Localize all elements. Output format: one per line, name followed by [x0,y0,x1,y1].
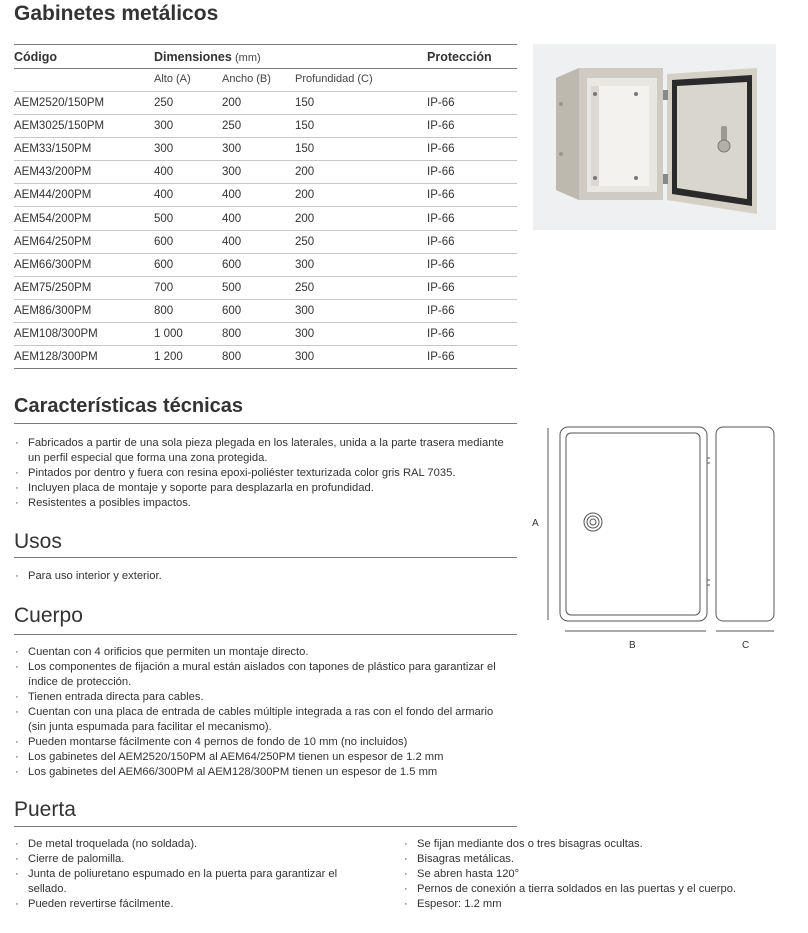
cell-width: 250 [222,120,242,132]
row-divider [14,183,517,184]
cell-width: 400 [222,213,242,225]
cell-depth: 200 [295,166,315,178]
cell-protection: IP-66 [427,259,455,271]
cell-width: 300 [222,166,242,178]
cell-depth: 200 [295,213,315,225]
side-view [716,427,774,621]
cell-depth: 200 [295,189,315,201]
row-divider [14,114,517,115]
cabinet-photo [533,44,776,230]
cell-height: 600 [154,259,174,271]
puerta-rule [14,826,517,827]
table-subheader-rule [14,91,517,92]
cell-width: 300 [222,143,242,155]
section-title-caracteristicas: Características técnicas [14,395,244,417]
cell-width: 400 [222,236,242,248]
header-dimensions [154,50,261,64]
cell-height: 500 [154,213,174,225]
cell-protection: IP-66 [427,305,455,317]
section-title-usos: Usos [14,530,62,553]
list-item: · Espesor: 1.2 mm [403,897,793,912]
list-item: · Pernos de conexión a tierra soldados en las puertas y el cuerpo. [403,882,793,897]
cell-depth: 150 [295,120,315,132]
cell-depth: 150 [295,143,315,155]
cell-depth: 300 [295,305,315,317]
cell-height: 1 200 [154,351,183,363]
cell-depth: 300 [295,351,315,363]
cuerpo-rule [14,634,517,635]
cell-code: AEM44/200PM [14,189,92,201]
row-divider [14,368,517,369]
puerta-list-left [14,837,364,912]
label-c: C [742,640,750,651]
cell-depth: 150 [295,97,315,109]
header-code: Código [14,50,58,64]
cell-height: 700 [154,282,174,294]
cell-width: 800 [222,351,242,363]
cell-height: 600 [154,236,174,248]
row-divider [14,253,517,254]
section-title-cuerpo: Cuerpo [14,604,83,627]
cell-depth: 300 [295,259,315,271]
cell-protection: IP-66 [427,351,455,363]
row-divider [14,276,517,277]
list-item: · Pueden montarse fácilmente con 4 pernos de fondo de 10 mm (no incluidos) [14,735,514,750]
usos-rule [14,557,517,558]
cell-code: AEM2520/150PM [14,97,105,109]
cell-height: 1 000 [154,328,183,340]
cell-protection: IP-66 [427,189,455,201]
page-title: Gabinetes metálicos [14,2,219,25]
list-item: · Cuentan con 4 orificios que permiten un montaje directo. [14,645,514,660]
cell-protection: IP-66 [427,328,455,340]
section-title-puerta: Puerta [14,798,76,821]
cell-height: 300 [154,143,174,155]
row-divider [14,345,517,346]
list-item: · Incluyen placa de montaje y soporte para desplazarla en profundidad. [14,481,514,496]
cell-protection: IP-66 [427,282,455,294]
list-item: · De metal troquelada (no soldada). [14,837,364,852]
row-divider [14,206,517,207]
cell-width: 200 [222,97,242,109]
list-item: · Los componentes de fijación a mural están aislados con tapones de plástico para garantizar el índice de protección. [14,660,514,690]
cell-protection: IP-66 [427,97,455,109]
cell-code: AEM75/250PM [14,282,92,294]
cell-width: 400 [222,189,242,201]
table-header-rule [14,68,517,69]
cell-code: AEM33/150PM [14,143,92,155]
list-item: · Fabricados a partir de una sola pieza plegada en los laterales, unida a la parte trasera mediante un perfil especial que forma una zona protegida. [14,436,514,466]
cell-width: 800 [222,328,242,340]
cell-depth: 300 [295,328,315,340]
header-dimensions-unit: (mm) [235,52,261,64]
list-item: · Los gabinetes del AEM66/300PM al AEM128/300PM tienen un espesor de 1.5 mm [14,765,514,780]
puerta-list-right [403,837,793,912]
list-item: · Pintados por dentro y fuera con resina epoxi-poliéster texturizada color gris RAL 7035. [14,466,514,481]
cell-width: 500 [222,282,242,294]
cell-code: AEM43/200PM [14,166,92,178]
cell-protection: IP-66 [427,236,455,248]
list-item: · Resistentes a posibles impactos. [14,496,514,511]
cell-code: AEM86/300PM [14,305,92,317]
row-divider [14,160,517,161]
list-item: · Cierre de palomilla. [14,852,364,867]
cell-height: 300 [154,120,174,132]
list-item: · Bisagras metálicas. [403,852,793,867]
cell-protection: IP-66 [427,120,455,132]
list-item: · Tienen entrada directa para cables. [14,690,514,705]
list-item: · Los gabinetes del AEM2520/150PM al AEM64/250PM tienen un espesor de 1.2 mm [14,750,514,765]
table-top-rule [14,44,517,45]
list-item: · Junta de poliuretano espumado en la puerta para garantizar el sellado. [14,867,364,897]
cell-height: 250 [154,97,174,109]
cell-code: AEM3025/150PM [14,120,105,132]
label-b: B [629,640,636,651]
row-divider [14,322,517,323]
header-protection: Protección [427,50,492,64]
front-view-inner [566,433,700,615]
cell-code: AEM64/250PM [14,236,92,248]
cell-protection: IP-66 [427,143,455,155]
cell-code: AEM66/300PM [14,259,92,271]
dimension-diagram [528,420,788,655]
usos-list [14,569,514,584]
label-a: A [532,518,539,529]
header-width: Ancho (B) [222,73,271,85]
list-item: · Se abren hasta 120° [403,867,793,882]
cell-depth: 250 [295,282,315,294]
cell-code: AEM108/300PM [14,328,98,340]
cell-protection: IP-66 [427,166,455,178]
cuerpo-list [14,645,514,780]
header-depth: Profundidad (C) [295,73,373,85]
cell-code: AEM54/200PM [14,213,92,225]
row-divider [14,137,517,138]
cell-code: AEM128/300PM [14,351,98,363]
cell-depth: 250 [295,236,315,248]
header-dimensions-label: Dimensiones [154,50,232,64]
list-item: · Cuentan con una placa de entrada de cables múltiple integrada a ras con el fondo del armario (sin junta espumada para facilitar el mecanismo). [14,705,514,735]
cell-height: 400 [154,166,174,178]
row-divider [14,230,517,231]
cell-height: 800 [154,305,174,317]
header-height: Alto (A) [154,73,191,85]
caracteristicas-list [14,436,514,511]
cell-protection: IP-66 [427,213,455,225]
cell-height: 400 [154,189,174,201]
row-divider [14,299,517,300]
list-item: · Para uso interior y exterior. [14,569,514,584]
list-item: · Se fijan mediante dos o tres bisagras ocultas. [403,837,793,852]
cell-width: 600 [222,259,242,271]
front-view-outer [560,427,707,621]
cell-width: 600 [222,305,242,317]
list-item: · Pueden revertirse fácilmente. [14,897,364,912]
caracteristicas-rule [14,423,517,424]
